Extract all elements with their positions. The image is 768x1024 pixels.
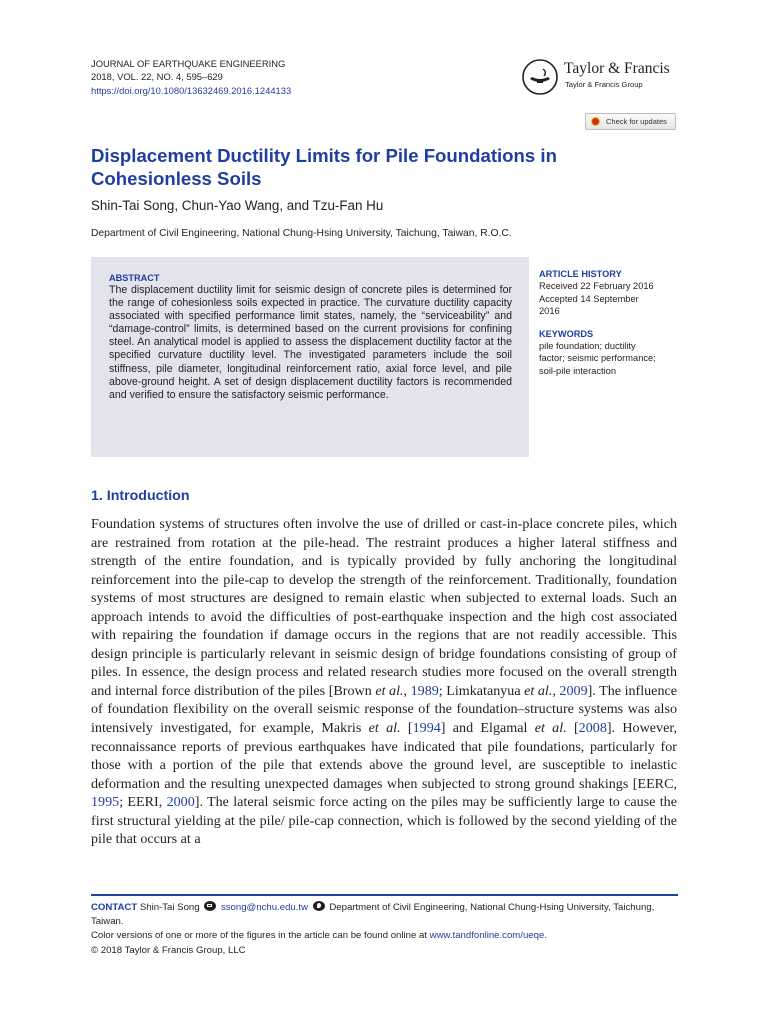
et-al: et al. <box>368 720 401 737</box>
body-text-run: [ <box>400 720 413 737</box>
et-al: et al. <box>534 720 567 737</box>
journal-header <box>91 57 291 97</box>
article-affiliation: Department of Civil Engineering, National Chung-Hsing University, Taichung, Taiwan, R.O.C. <box>91 228 512 239</box>
body-text-run: [ <box>566 720 579 737</box>
body-text-run: Foundation systems of structures often involve the use of drilled or cast-in-place concrete piles, which are restrained from rotation at the pile-head. The restraint produces a higher lateral stiffness and strength of the entire foundation, and is typically provided by fully anchoring the longitudinal reinforcement into the pile-cap to develop the strength of the reinforcement. Traditionally, foundation systems of most structures are designed to remain elastic when subjected to external loads. Such an approach intends to avoid the difficulties of post-earthquake inspection and the high cost associated with repairing the foundation if damage occurs in the regions that are not readily accessible. This design principle is particularly relevant in seismic design of bridge foundations consisting of group of piles. In essence, the design process and related research studies more focused on the overall strength and internal force distribution of the piles [Brown <box>91 516 677 699</box>
contact-email-link[interactable]: ssong@nchu.edu.tw <box>220 902 309 913</box>
check-for-updates-button[interactable] <box>585 113 676 130</box>
citation-link-1995[interactable]: 1995 <box>91 794 120 811</box>
email-icon <box>204 901 216 911</box>
keywords-line-2: factor; seismic performance; <box>539 353 656 364</box>
body-text-run: ]. The influence of foundation flexibility on the overall seismic response of the foundation–structure systems was also intensively investigated, for example, Makris <box>91 682 678 737</box>
journal-volume: 2018, VOL. 22, NO. 4, 595–629 <box>91 71 223 83</box>
citation-link-1989[interactable]: 1989 <box>410 682 439 699</box>
footnote-block <box>91 901 681 958</box>
footer-divider <box>91 894 678 896</box>
abstract-box <box>91 257 529 457</box>
body-text-run: ; EERI, <box>119 794 167 811</box>
citation-link-2000[interactable]: 2000 <box>166 794 195 811</box>
contact-address: Department of Civil Engineering, National Chung-Hsing University, Taichung, Taiwan. <box>91 902 655 928</box>
contact-label: CONTACT <box>91 902 138 913</box>
publisher-name: Taylor & Francis <box>564 60 670 77</box>
article-authors: Shin-Tai Song, Chun-Yao Wang, and Tzu-Fan Hu <box>91 198 384 213</box>
body-text-run: ; Limkatanyua <box>438 682 525 699</box>
publisher-group: Taylor & Francis Group <box>565 80 643 89</box>
journal-website-link[interactable]: www.tandfonline.com/ueqe <box>429 930 545 942</box>
contact-name: Shin-Tai Song <box>139 902 200 913</box>
et-al: et al. <box>375 682 404 699</box>
body-text-run: , <box>552 682 560 699</box>
journal-name: JOURNAL OF EARTHQUAKE ENGINEERING <box>91 58 286 69</box>
section-heading: 1. Introduction <box>91 488 190 504</box>
body-text-run: ] and Elgamal <box>440 720 535 737</box>
citation-link-2008[interactable]: 2008 <box>578 720 607 737</box>
address-icon <box>313 901 325 911</box>
copyright-line: © 2018 Taylor & Francis Group, LLC <box>91 944 246 956</box>
contact-line <box>91 901 681 929</box>
body-text-run: , <box>403 682 411 699</box>
publisher-logo[interactable] <box>521 58 681 98</box>
color-note-text: Color versions of one or more of the figures in the article can be found online at <box>91 930 430 942</box>
keywords-heading: KEYWORDS <box>539 328 594 339</box>
citation-link-1994[interactable]: 1994 <box>412 720 441 737</box>
crossmark-icon <box>591 117 600 126</box>
color-note-suffix: . <box>544 930 547 942</box>
keywords-line-1: pile foundation; ductility <box>539 341 636 352</box>
abstract-text: The displacement ductility limit for seismic design of concrete piles is determined for the range of cohesionless soils expected in practice. The curvature ductility capacity associated with specified performance limit states, namely, the “serviceability” and “damage-control” limits, is determined based on the current provisions for confining steel. An analytical model is applied to assess the displacement ductility factor at the specified curvature ductility level. The investigated parameters include the soil stiffness, pile diameter, longitudinal reinforcement ratio, axial force level, and pile above-ground height. A set of design displacement ductility factors is recommended and verified to ensure the satisfactory seismic performance. <box>109 284 512 401</box>
accepted-date-line-2: 2016 <box>539 306 560 317</box>
body-text-run: ]. However, reconnaissance reports of previous earthquakes have indicated that pile foundations, particularly for those with a portion of the pile that extends above the ground level, are susceptible to inelastic deformation and the resulting unexpected damages when subjected to strong ground shakings [EERC, <box>91 720 677 792</box>
check-for-updates-label: Check for updates <box>606 117 667 126</box>
et-al: et al. <box>524 682 553 699</box>
article-title: Displacement Ductility Limits for Pile Foundations in Cohesionless Soils <box>91 145 557 189</box>
doi-link[interactable]: https://doi.org/10.1080/13632469.2016.1244133 <box>91 84 292 96</box>
abstract-heading: ABSTRACT <box>109 273 160 283</box>
color-note <box>91 929 681 943</box>
article-sidebar <box>539 268 689 377</box>
citation-link-2009[interactable]: 2009 <box>559 682 588 699</box>
body-text-run: ]. The lateral seismic force acting on the piles may be sufficiently large to cause the first structural yielding at the pile/ pile-cap connection, which is followed by the second yielding of the pile that occurs at a <box>91 794 677 848</box>
received-date: Received 22 February 2016 <box>539 281 654 292</box>
keywords-line-3: soil-pile interaction <box>539 365 616 376</box>
article-history-heading: ARTICLE HISTORY <box>539 269 622 279</box>
accepted-date-line-1: Accepted 14 September <box>539 293 639 304</box>
introduction-paragraph <box>91 515 677 849</box>
